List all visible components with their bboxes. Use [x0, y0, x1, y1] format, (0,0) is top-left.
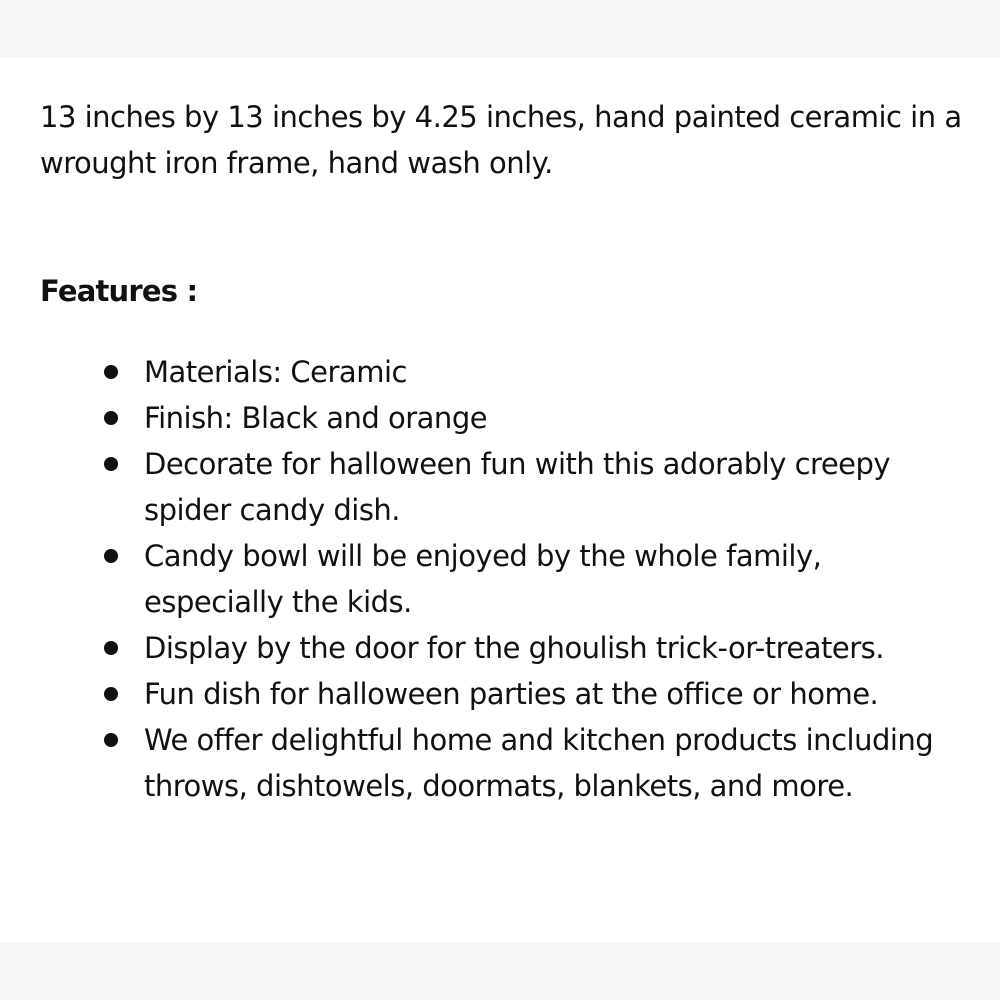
- feature-item: [144, 349, 944, 395]
- feature-item: [144, 533, 944, 625]
- feature-item: [144, 671, 944, 717]
- feature-item: [144, 625, 944, 671]
- feature-text: Materials: Ceramic: [144, 355, 407, 389]
- features-heading: Features :: [40, 274, 198, 308]
- feature-text: Fun dish for halloween parties at the office or home.: [144, 677, 879, 711]
- bullet-icon: [104, 733, 118, 747]
- bullet-icon: [104, 457, 118, 471]
- product-dimensions-text: 13 inches by 13 inches by 4.25 inches, hand painted ceramic in a wrought iron frame, hand wash only.: [40, 100, 962, 180]
- feature-text: Finish: Black and orange: [144, 401, 488, 435]
- features-list: [144, 349, 944, 809]
- bullet-icon: [104, 687, 118, 701]
- feature-text: We offer delightful home and kitchen products including throws, dishtowels, doormats, blankets, and more.: [144, 723, 934, 803]
- bullet-icon: [104, 641, 118, 655]
- bullet-icon: [104, 549, 118, 563]
- feature-text: Display by the door for the ghoulish trick-or-treaters.: [144, 631, 884, 665]
- feature-text: Candy bowl will be enjoyed by the whole family, especially the kids.: [144, 539, 822, 619]
- feature-item: [144, 395, 944, 441]
- feature-text: Decorate for halloween fun with this adorably creepy spider candy dish.: [144, 447, 891, 527]
- bullet-icon: [104, 411, 118, 425]
- feature-item: [144, 717, 944, 809]
- bullet-icon: [104, 365, 118, 379]
- product-description-panel: [0, 58, 1000, 942]
- feature-item: [144, 441, 944, 533]
